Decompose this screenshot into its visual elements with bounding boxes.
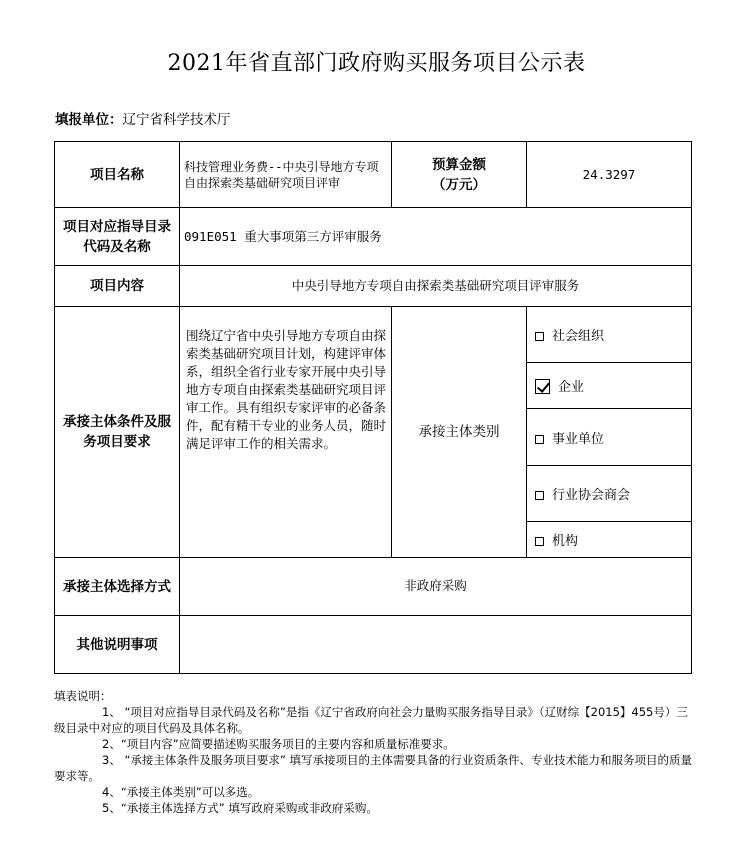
budget-label [392, 142, 527, 208]
entity-type-option-label: 企业 [558, 380, 585, 395]
entity-type-option-label: 行业协会商会 [552, 488, 631, 503]
note-item: 3、 “承接主体条件及服务项目要求” 填写承接项目的主体需要具备的行业资质条件、专业技术能力和服务项目的质量要求等。 [54, 753, 693, 783]
checkbox-empty-icon[interactable] [535, 332, 544, 341]
notes-section [54, 688, 694, 816]
project-name-value: 科技管理业务费--中央引导地方专项自由探索类基础研究项目评审 [180, 142, 392, 208]
content-label: 项目内容 [55, 266, 180, 307]
budget-value: 24.3297 [527, 142, 692, 208]
content-value: 中央引导地方专项自由探索类基础研究项目评审服务 [180, 266, 692, 307]
checkbox-checked-icon[interactable] [535, 379, 550, 394]
project-name-label: 项目名称 [55, 142, 180, 208]
checkbox-empty-icon[interactable] [535, 435, 544, 444]
selection-label: 承接主体选择方式 [55, 558, 180, 616]
requirements-value: 围绕辽宁省中央引导地方专项自由探索类基础研究项目计划，构建评审体系，组织全省行业专家开展中央引导地方专项自由探索类基础研究项目评审工作。具有组织专家评审的必备条件，配有精干专业的业务人员，随时满足评审工作的相关需求。 [180, 307, 392, 558]
entity-type-option-label: 事业单位 [552, 431, 605, 447]
entity-type-label: 承接主体类别 [392, 307, 527, 558]
entity-type-option[interactable] [527, 522, 692, 558]
filing-unit-label: 填报单位： [55, 112, 123, 128]
note-item: 1、 “项目对应指导目录代码及名称”是指《辽宁省政府向社会力量购买服务指导目录》（辽财综【2015】455号）三级目录中对应的项目代码及具体名称。 [54, 705, 688, 735]
notes-heading: 填表说明： [54, 689, 112, 703]
requirements-label: 承接主体条件及服务项目要求 [55, 307, 180, 558]
other-label: 其他说明事项 [55, 616, 180, 674]
note-item: 2、“项目内容”应简要描述购买服务项目的主要内容和质量标准要求。 [102, 737, 455, 751]
note-item: 4、“承接主体类别”可以多选。 [102, 785, 260, 799]
entity-type-option-label: 机构 [552, 534, 579, 549]
note-item: 5、“承接主体选择方式” 填写政府采购或非政府采购。 [102, 801, 378, 815]
other-value [180, 616, 692, 674]
filing-unit-value: 辽宁省科学技术厅 [122, 112, 231, 128]
budget-label-line2: （万元） [432, 176, 486, 193]
page-title: 2021年省直部门政府购买服务项目公示表 [167, 51, 586, 76]
entity-type-option-label: 社会组织 [552, 329, 605, 344]
catalog-value: 091E051 重大事项第三方评审服务 [180, 208, 692, 266]
entity-type-option[interactable] [527, 363, 692, 409]
catalog-label: 项目对应指导目录代码及名称 [55, 208, 180, 266]
checkbox-empty-icon[interactable] [535, 491, 544, 500]
entity-type-option[interactable] [527, 409, 692, 466]
checkbox-empty-icon[interactable] [535, 537, 544, 546]
entity-type-option[interactable] [527, 466, 692, 522]
filing-unit [55, 108, 231, 128]
project-table [54, 141, 692, 674]
budget-label-line1: 预算金额 [432, 156, 486, 173]
entity-type-option[interactable] [527, 307, 692, 363]
selection-value: 非政府采购 [180, 558, 692, 616]
